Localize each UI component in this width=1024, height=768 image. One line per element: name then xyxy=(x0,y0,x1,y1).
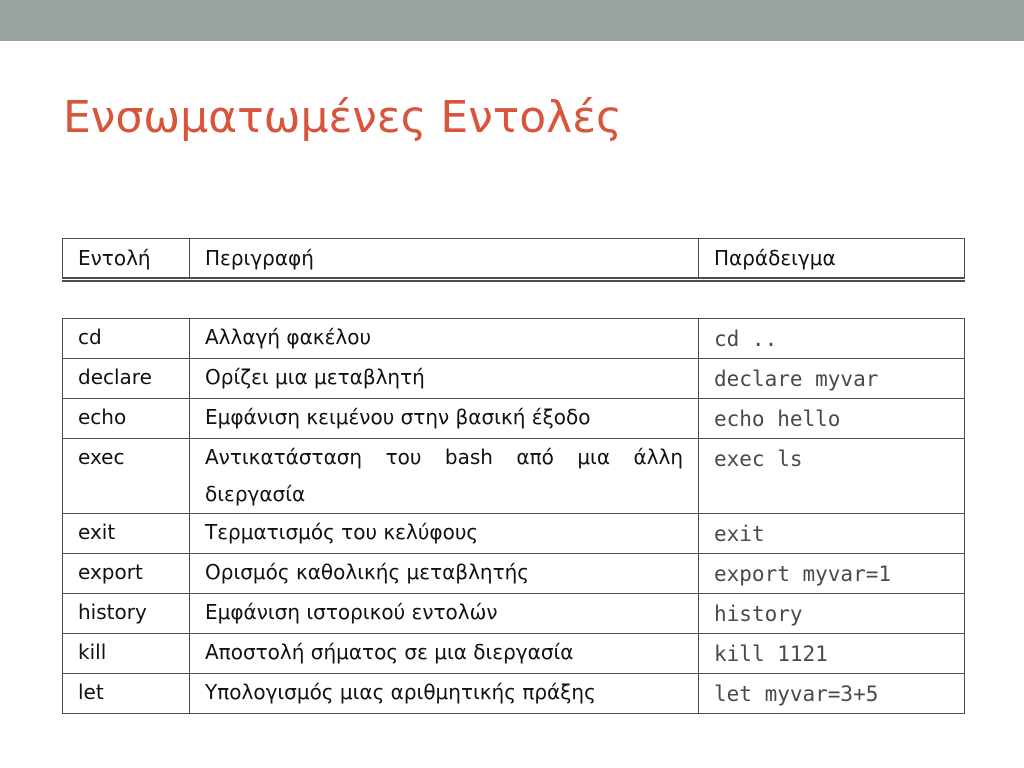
row-description: Αποστολή σήματος σε μια διεργασία xyxy=(190,633,699,673)
row-command: declare xyxy=(63,358,190,398)
row-command: echo xyxy=(63,398,190,438)
table-row xyxy=(63,593,965,633)
table-row xyxy=(63,318,965,358)
row-description: Ορισμός καθολικής μεταβλητής xyxy=(190,553,699,593)
commands-table xyxy=(62,238,965,714)
row-example: let myvar=3+5 xyxy=(699,673,965,713)
row-command: cd xyxy=(63,318,190,358)
table-row xyxy=(63,673,965,713)
row-description: Αντικατάσταση του bash από μια άλλη διεργασία xyxy=(190,438,699,513)
row-command: let xyxy=(63,673,190,713)
table-row xyxy=(63,398,965,438)
table-row xyxy=(63,513,965,553)
row-example: cd .. xyxy=(699,318,965,358)
row-example: declare myvar xyxy=(699,358,965,398)
table-row xyxy=(63,358,965,398)
row-example: exit xyxy=(699,513,965,553)
row-description: Τερματισμός του κελύφους xyxy=(190,513,699,553)
row-description: Υπολογισμός μιας αριθμητικής πράξης xyxy=(190,673,699,713)
row-example: echo hello xyxy=(699,398,965,438)
table-header-row xyxy=(63,239,965,280)
row-description: Εμφάνιση ιστορικού εντολών xyxy=(190,593,699,633)
header-example: Παράδειγμα xyxy=(699,239,965,280)
header-separator xyxy=(63,280,965,319)
header-command: Εντολή xyxy=(63,239,190,280)
row-command: exit xyxy=(63,513,190,553)
slide-title: Ενσωματωμένες Εντολές xyxy=(63,92,622,143)
row-command: kill xyxy=(63,633,190,673)
table-row xyxy=(63,438,965,513)
row-example: history xyxy=(699,593,965,633)
row-command: history xyxy=(63,593,190,633)
row-example: kill 1121 xyxy=(699,633,965,673)
row-description: Εμφάνιση κειμένου στην βασική έξοδο xyxy=(190,398,699,438)
table-row xyxy=(63,633,965,673)
row-example: exec ls xyxy=(699,438,965,513)
table-row xyxy=(63,553,965,593)
top-accent-bar xyxy=(0,0,1024,41)
row-description: Ορίζει μια μεταβλητή xyxy=(190,358,699,398)
row-example: export myvar=1 xyxy=(699,553,965,593)
row-description: Αλλαγή φακέλου xyxy=(190,318,699,358)
row-command: exec xyxy=(63,438,190,513)
row-command: export xyxy=(63,553,190,593)
header-description: Περιγραφή xyxy=(190,239,699,280)
